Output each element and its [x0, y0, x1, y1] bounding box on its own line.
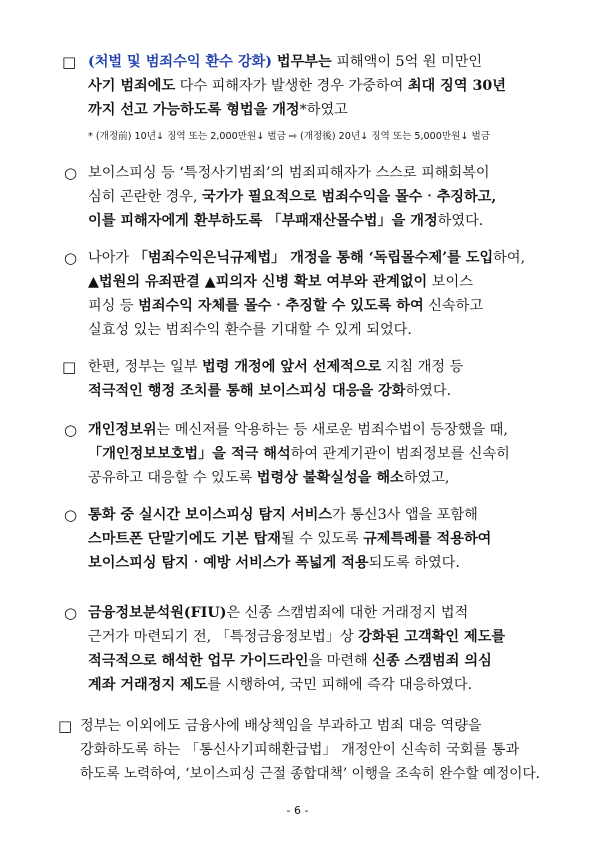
circle-bullet: ○ — [64, 164, 78, 182]
text-line: 계좌 거래정지 제도를 시행하여, 국민 피해에 즉각 대응하였다. — [88, 677, 473, 693]
text-line: 개인정보위는 메신저를 악용하는 등 새로운 범죄수법이 등장했을 때, — [88, 422, 508, 438]
circle-bullet: ○ — [64, 249, 78, 267]
square-bullet: □ — [62, 358, 77, 376]
text-line: (처벌 및 범죄수익 환수 강화) 법무부는 피해액이 5억 원 미만인 — [88, 54, 483, 70]
text-line: 보이스피싱 등 ‘특정사기범죄’의 범죄피해자가 스스로 피해회복이 — [88, 165, 490, 181]
circle-bullet: ○ — [64, 421, 78, 439]
circle-bullet: ○ — [64, 506, 78, 524]
text-line: 강화하도록 하는 「통신사기피해환급법」 개정안이 신속히 국회를 통과 — [80, 742, 520, 758]
text-line: 금융정보분석원(FIU)은 신종 스캠범죄에 대한 거래정지 법적 — [88, 605, 469, 621]
text-line: 심히 곤란한 경우, 국가가 필요적으로 범죄수익을 몰수‧추징하고, — [88, 189, 497, 205]
text-line: 근거가 마련되기 전, 「특정금융정보법」상 강화된 고객확인 제도를 — [88, 629, 506, 645]
text-line: 까지 선고 가능하도록 형법을 개정*하였고 — [88, 102, 348, 118]
text-line: 하도록 노력하여, ‘보이스피싱 근절 종합대책’ 이행을 조속히 완수할 예정이다. — [80, 766, 540, 782]
text-line: 보이스피싱 탐지‧예방 서비스가 폭넓게 적용되도록 하였다. — [88, 555, 460, 571]
text-line: ▲법원의 유죄판결 ▲피의자 신병 확보 여부와 관계없이 보이스 — [88, 274, 473, 290]
footnote: * (개정前) 10년↓ 징역 또는 2,000만원↓ 벌금 ⇨ (개정後) 20년↓ 징역 또는 5,000만원↓ 벌금 — [88, 131, 491, 142]
text-line: 한편, 정부는 일부 법령 개정에 앞서 선제적으로 지침 개정 등 — [88, 359, 464, 375]
text-line: 적극적인 행정 조치를 통해 보이스피싱 대응을 강화하였다. — [88, 383, 452, 399]
text-line: 피싱 등 범죄수익 자체를 몰수‧추징할 수 있도록 하여 신속하고 — [88, 298, 484, 314]
text-line: 통화 중 실시간 보이스피싱 탐지 서비스가 통신3사 앱을 포함해 — [88, 507, 478, 523]
square-bullet: □ — [62, 53, 77, 71]
square-bullet: □ — [58, 717, 73, 735]
text-line: 나아가 「범죄수익은닉규제법」 개정을 통해 ‘독립몰수제’를 도입하여, — [88, 250, 526, 266]
text-line: 정부는 이외에도 금융사에 배상책임을 부과하고 범죄 대응 역량을 — [80, 718, 482, 734]
page-number: - 6 - — [286, 804, 309, 817]
text-line: 사기 범죄에도 다수 피해자가 발생한 경우 가중하여 최대 징역 30년 — [88, 78, 506, 94]
text-line: 이를 피해자에게 환부하도록 「부패재산몰수법」을 개정하였다. — [88, 213, 484, 229]
text-line: 공유하고 대응할 수 있도록 법령상 불확실성을 해소하였고, — [88, 470, 450, 486]
text-line: 실효성 있는 범죄수익 환수를 기대할 수 있게 되었다. — [88, 322, 412, 338]
text-line: 적극적으로 해석한 업무 가이드라인을 마련해 신종 스캠범죄 의심 — [88, 653, 492, 669]
text-line: 스마트폰 단말기에도 기본 탑재될 수 있도록 규제특례를 적용하여 — [88, 531, 492, 547]
circle-bullet: ○ — [64, 604, 78, 622]
text-line: 「개인정보보호법」을 적극 해석하여 관계기관이 범죄정보를 신속히 — [88, 446, 510, 462]
